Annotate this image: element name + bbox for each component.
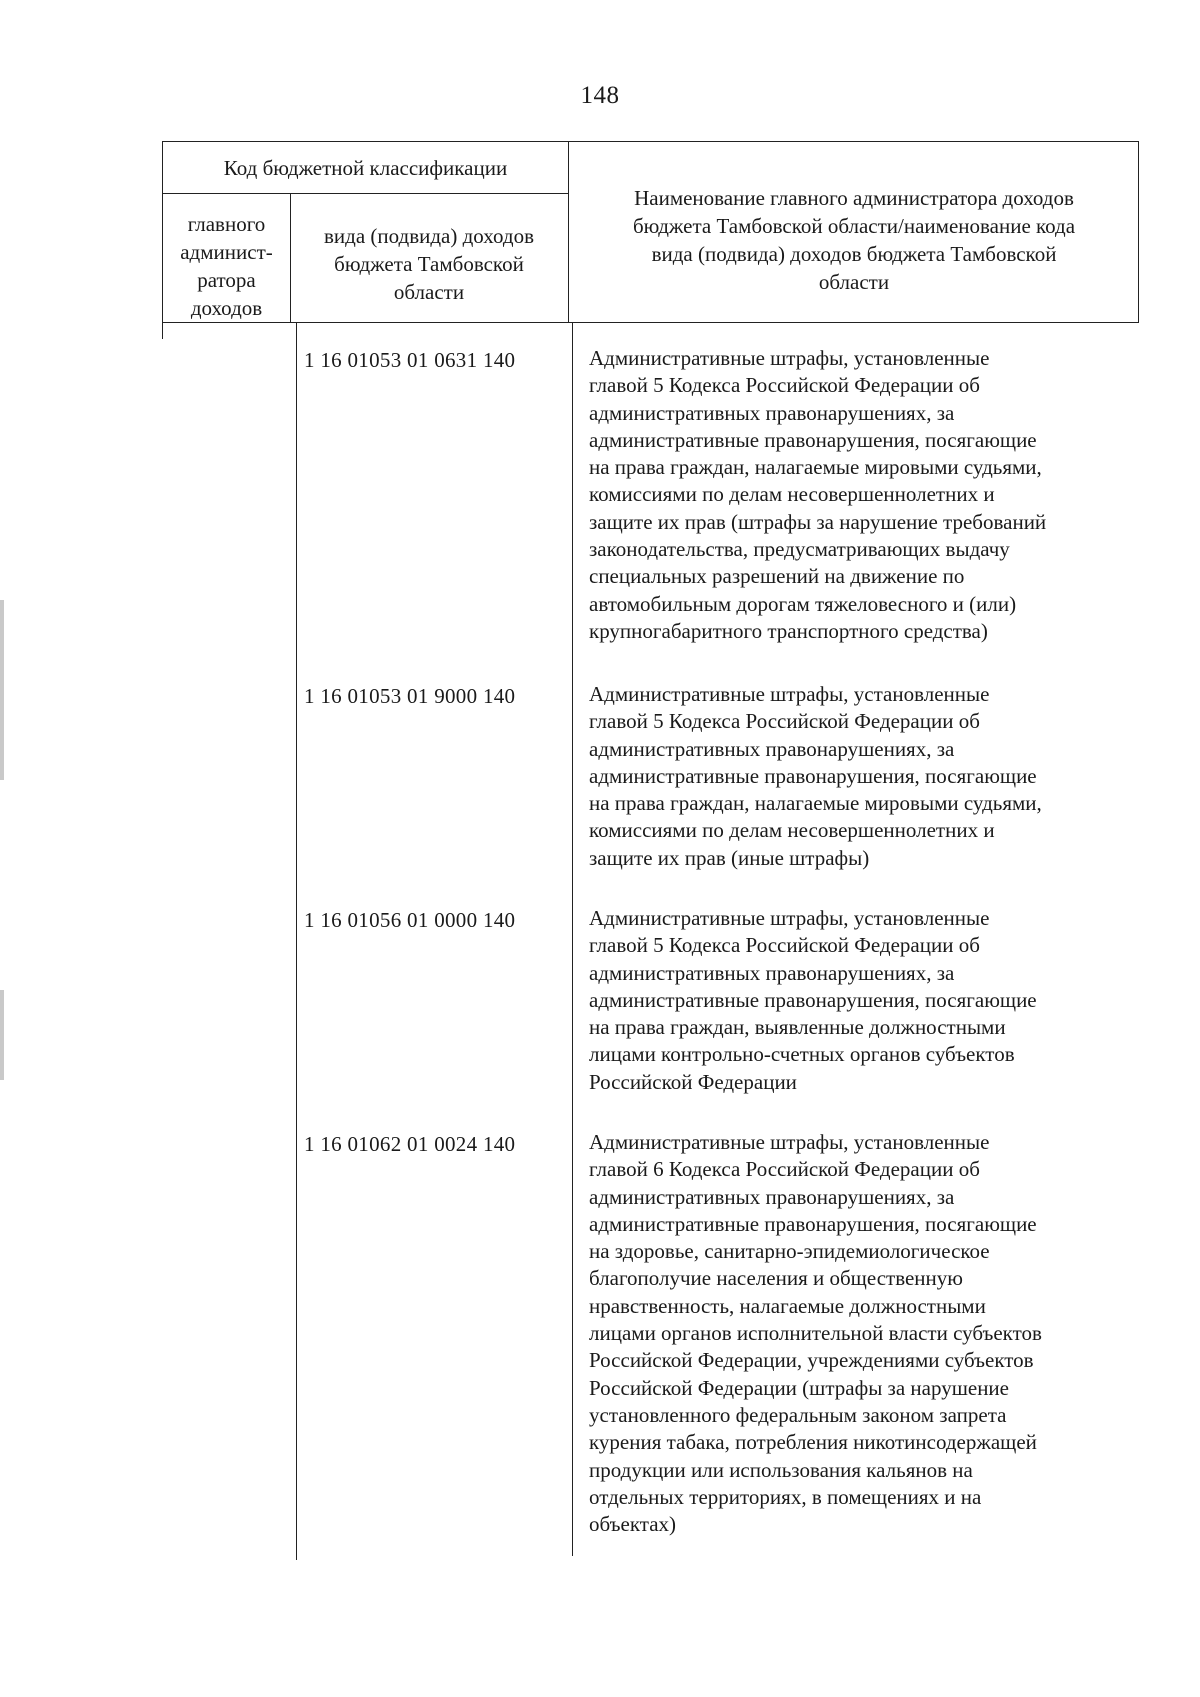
row-description: Административные штрафы, установленные главой 5 Кодекса Российской Федерации об административных правонарушениях, за административные правонарушения, посягающие на права граждан, налагаемые мировыми судьями, комиссиями по делам несовершеннолетних и защите их прав (штрафы за нарушение требований законодательства, предусматривающих выдачу специальных разрешений на движение по автомобильным дорогам тяжеловесного и (или) крупногабаритного транспортного средства) <box>589 346 1047 643</box>
scan-edge-mark <box>0 600 4 780</box>
row-code: 1 16 01056 01 0000 140 <box>304 908 516 932</box>
table-column-divider <box>296 322 297 1560</box>
row-description: Административные штрафы, установленные главой 5 Кодекса Российской Федерации об административных правонарушениях, за административные правонарушения, посягающие на права граждан, выявленные должностными лицами контрольно-счетных органов субъектов Российской Федерации <box>589 906 1037 1094</box>
admin-column-heading: главного админист- ратора доходов <box>180 212 273 320</box>
page-number: 148 <box>580 82 620 109</box>
row-code: 1 16 01062 01 0024 140 <box>304 1132 516 1156</box>
row-description: Административные штрафы, установленные главой 5 Кодекса Российской Федерации об административных правонарушениях, за административные правонарушения, посягающие на права граждан, налагаемые мировыми судьями, комиссиями по делам несовершеннолетних и защите их прав (иные штрафы) <box>589 682 1042 870</box>
table-column-divider <box>572 322 573 1556</box>
table-header <box>162 141 1139 323</box>
row-code: 1 16 01053 01 0631 140 <box>304 348 516 372</box>
header-divider <box>163 193 568 194</box>
row-description: Административные штрафы, установленные главой 6 Кодекса Российской Федерации об административных правонарушениях, за административные правонарушения, посягающие на здоровье, санитарно-эпидемиологическое благополучие населения и общественную нравственность, налагаемые должностными лицами органов исполнительной власти субъектов Российской Федерации, учреждениями субъектов Российской Федерации (штрафы за нарушение установленного федеральным законом запрета курения табака, потребления никотинсодержащей продукции или использования кальянов на отдельных территориях, в помещениях и на объектах) <box>589 1130 1042 1537</box>
table-border <box>162 322 163 339</box>
scan-edge-mark <box>0 990 4 1080</box>
row-code: 1 16 01053 01 9000 140 <box>304 684 516 708</box>
budget-classification-heading: Код бюджетной классификации <box>223 156 508 180</box>
name-column-heading: Наименование главного администратора доходов бюджета Тамбовской области/наименование кода вида (подвида) доходов бюджета Тамбовской области <box>632 186 1076 294</box>
type-column-heading: вида (подвида) доходов бюджета Тамбовской области <box>324 224 534 304</box>
